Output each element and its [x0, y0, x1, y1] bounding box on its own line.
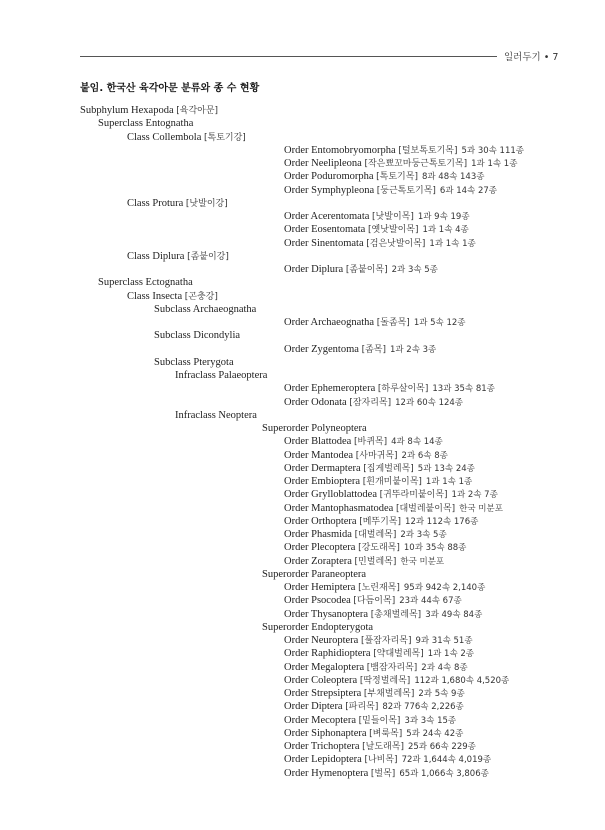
taxon-name: Order Zoraptera [284, 555, 352, 567]
taxon-row [284, 647, 474, 661]
taxon-name: Order Strepsiptera [284, 688, 362, 699]
korean-name: [집게벌레목] [363, 463, 414, 474]
species-count: 2과 4속 8종 [421, 662, 468, 673]
taxon-name: Subclass Archaeognatha [154, 303, 257, 315]
korean-name: [사마귀목] [355, 450, 398, 461]
korean-name: [톡토기목] [376, 172, 418, 183]
korean-name: [톡토기강] [204, 132, 246, 143]
korean-name: [작은뾰꼬마둥근톡토기목] [364, 159, 468, 169]
taxon-row [98, 276, 193, 289]
korean-name: [강도래목] [358, 543, 400, 554]
taxon-name: Order Hemiptera [284, 582, 356, 593]
taxon-row [284, 449, 448, 463]
korean-name: [잠자리목] [349, 397, 392, 408]
taxon-row [284, 674, 509, 688]
taxon-row [127, 131, 246, 145]
taxon-name: Infraclass Neoptera [175, 409, 257, 421]
taxon-row [284, 343, 436, 357]
taxon-name: Superorder Paraneoptera [262, 568, 367, 580]
taxon-row [80, 104, 218, 118]
korean-name: [흰개미붙이목] [362, 477, 422, 487]
korean-name: [둥근톡토기목] [376, 185, 436, 196]
taxon-row [284, 740, 476, 754]
taxon-name: Order Archaeognatha [284, 317, 375, 328]
korean-name: [밑들이목] [358, 715, 401, 726]
taxon-name: Order Dermaptera [284, 462, 361, 474]
taxon-name: Order Ephemeroptera [284, 383, 376, 395]
species-count: 13과 35속 81종 [432, 384, 495, 395]
korean-name: [다듬이목] [353, 596, 396, 607]
taxon-name: Order Hymenoptera [284, 767, 369, 779]
taxon-row [284, 382, 495, 396]
taxon-row [284, 316, 466, 330]
taxon-name: Order Blattodea [284, 436, 352, 448]
taxon-name: Order Siphonaptera [284, 727, 367, 739]
korean-name: [메뚜기목] [359, 516, 402, 527]
taxon-name: Order Acerentomata [284, 211, 370, 222]
species-count: 5과 30속 111종 [461, 145, 524, 156]
taxon-name: Order Diptera [284, 701, 343, 713]
taxon-row [284, 700, 464, 714]
taxon-row [284, 634, 473, 648]
taxon-row [284, 753, 491, 767]
species-count: 1과 5속 12종 [413, 318, 466, 328]
taxon-name: Class Collembola [127, 131, 202, 143]
taxon-name: Order Zygentoma [284, 343, 359, 355]
taxon-row [284, 594, 462, 608]
species-count: 한국 미분포 [459, 503, 503, 514]
taxon-row [284, 396, 463, 410]
species-count: 5과 24속 42종 [406, 728, 464, 739]
taxon-row [284, 515, 478, 529]
taxon-name: Order Symphypleona [284, 184, 375, 196]
species-count: 3과 3속 15종 [404, 715, 457, 726]
korean-name: [검은낫발이목] [366, 238, 426, 249]
species-count: 2과 5속 9종 [418, 689, 465, 699]
taxon-row [262, 621, 373, 634]
taxon-name: Order Mecoptera [284, 714, 357, 726]
korean-name: [귀뚜라미붙이목] [379, 490, 448, 501]
korean-name: [풀잠자리목] [360, 636, 412, 646]
taxon-name: Order Entomobryomorpha [284, 144, 396, 156]
species-count: 1과 1속 1종 [429, 238, 476, 249]
species-count: 5과 13속 24종 [417, 463, 475, 474]
taxon-row [284, 488, 498, 502]
korean-name: [총채벌레목] [370, 609, 422, 620]
korean-name: [대벌레붙이목] [395, 503, 456, 514]
taxon-row [127, 250, 229, 264]
taxon-row [284, 157, 517, 171]
taxon-row [284, 502, 503, 516]
species-count: 2과 6속 8종 [401, 450, 448, 461]
korean-name: [날도래목] [362, 742, 404, 752]
korean-name: [벌목] [370, 768, 396, 779]
korean-name: [좀붙이강] [187, 251, 229, 262]
taxon-row [262, 422, 367, 435]
species-count: 1과 1속 4종 [422, 225, 469, 236]
species-count: 82과 776속 2,226종 [382, 702, 464, 713]
taxon-name: Order Raphidioptera [284, 648, 371, 660]
taxon-name: Class Insecta [127, 290, 183, 302]
korean-name: [육각아문] [176, 106, 219, 116]
korean-name: [바퀴목] [353, 437, 388, 448]
korean-name: [하루살이목] [377, 384, 429, 395]
taxon-row [284, 475, 472, 489]
taxon-name: Superclass Entognatha [98, 118, 194, 130]
taxon-name: Order Neuroptera [284, 635, 359, 646]
taxon-row [284, 727, 463, 741]
taxon-name: Order Odonata [284, 396, 347, 408]
taxon-row [154, 356, 234, 369]
species-count: 112과 1,680속 4,520종 [414, 675, 510, 686]
taxon-row [154, 303, 256, 316]
taxon-row [262, 568, 366, 581]
running-title: 일러두기 • 7 [504, 52, 559, 63]
taxon-row [284, 661, 468, 675]
taxon-name: Order Lepidoptera [284, 754, 362, 766]
taxon-name: Order Trichoptera [284, 741, 360, 752]
taxon-name: Order Orthoptera [284, 515, 357, 527]
species-count: 8과 48속 143종 [421, 172, 485, 183]
species-count: 1과 9속 19종 [417, 212, 470, 222]
species-count: 1과 2속 3종 [389, 344, 437, 355]
taxon-name: Infraclass Palaeoptera [175, 370, 268, 381]
taxon-name: Order Mantodea [284, 449, 354, 461]
species-count: 95과 942속 2,140종 [403, 583, 486, 593]
taxon-row [175, 409, 257, 422]
taxon-name: Order Sinentomata [284, 237, 364, 249]
korean-name: [부채벌레목] [363, 689, 415, 699]
taxon-row [284, 462, 475, 476]
taxon-name: Subclass Pterygota [154, 356, 234, 368]
species-count: 10과 35속 88종 [403, 543, 467, 554]
species-count: 2과 3속 5종 [391, 265, 438, 275]
taxon-name: Subclass Dicondylia [154, 330, 241, 342]
taxon-name: Order Eosentomata [284, 224, 366, 236]
taxon-row [284, 581, 485, 595]
taxon-name: Order Psocodea [284, 595, 351, 607]
taxon-name: Order Neelipleona [284, 158, 362, 169]
korean-name: [좀목] [361, 344, 386, 355]
species-count: 1과 2속 7종 [451, 490, 498, 501]
taxon-name: Superclass Ectognatha [98, 277, 193, 289]
korean-name: [돌좀목] [376, 318, 410, 328]
taxon-row [127, 290, 218, 304]
korean-name: [좀붙이목] [345, 265, 388, 275]
korean-name: [민벌레목] [354, 556, 397, 567]
korean-name: [벼룩목] [369, 728, 403, 739]
taxon-row [98, 117, 193, 130]
taxon-row [284, 210, 470, 224]
taxon-row [284, 541, 466, 555]
taxon-row [284, 223, 469, 237]
taxon-name: Order Mantophasmatodea [284, 502, 394, 514]
taxon-name: Subphylum Hexapoda [80, 105, 174, 116]
taxon-name: Superorder Polyneoptera [262, 423, 367, 434]
species-count: 9과 31속 51종 [415, 636, 473, 646]
species-count: 72과 1,644속 4,019종 [401, 755, 492, 766]
taxon-name: Superorder Endopterygota [262, 621, 374, 633]
species-count: 12과 60속 124종 [395, 397, 464, 408]
korean-name: [약대벌레목] [373, 649, 424, 660]
taxon-row [284, 528, 447, 542]
header-rule [80, 56, 497, 57]
taxon-row [284, 184, 497, 198]
species-count: 4과 8속 14종 [391, 437, 443, 448]
taxon-name: Order Diplura [284, 264, 344, 275]
taxon-row [284, 767, 489, 781]
taxon-row [284, 263, 438, 277]
taxon-name: Order Grylloblattodea [284, 489, 378, 501]
korean-name: [노린재목] [358, 583, 400, 593]
species-count: 1과 1속 1종 [471, 159, 518, 169]
taxon-row [175, 369, 267, 382]
taxon-name: Order Megaloptera [284, 661, 365, 673]
korean-name: [낫발이목] [372, 212, 414, 222]
korean-name: [딱정벌레목] [359, 675, 411, 686]
taxon-name: Order Phasmida [284, 529, 352, 540]
taxon-row [154, 329, 240, 342]
species-count: 65과 1,066속 3,806종 [399, 768, 489, 779]
taxon-row [284, 144, 524, 158]
species-count: 1과 1속 1종 [425, 477, 473, 487]
taxon-name: Order Plecoptera [284, 542, 356, 554]
korean-name: [대벌레목] [354, 530, 397, 540]
korean-name: [파리목] [345, 702, 379, 713]
species-count: 한국 미분포 [400, 556, 445, 567]
taxon-name: Class Diplura [127, 250, 185, 262]
taxon-row [284, 170, 484, 184]
section-title: 붙임. 한국산 육각아문 분류와 종 수 현황 [80, 83, 260, 94]
species-count: 3과 49속 84종 [425, 609, 483, 620]
taxon-row [284, 555, 444, 569]
korean-name: [털보톡토기목] [398, 145, 458, 156]
species-count: 12과 112속 176종 [405, 516, 479, 527]
korean-name: [낫발이강] [185, 198, 228, 209]
species-count: 23과 44속 67종 [399, 596, 462, 607]
taxon-row [284, 435, 443, 449]
taxon-name: Order Thysanoptera [284, 608, 369, 620]
taxon-row [284, 687, 465, 701]
taxon-name: Class Protura [127, 197, 184, 209]
taxon-name: Order Poduromorpha [284, 171, 374, 183]
species-count: 25과 66속 229종 [407, 742, 476, 752]
species-count: 2과 3속 5종 [400, 530, 447, 540]
korean-name: [나비목] [364, 755, 398, 766]
taxon-row [284, 608, 482, 622]
taxon-row [127, 197, 228, 211]
korean-name: [뱀잠자리목] [366, 662, 418, 673]
taxon-name: Order Embioptera [284, 476, 361, 487]
korean-name: [곤충강] [184, 291, 218, 302]
taxon-row [284, 237, 476, 251]
taxon-name: Order Coleoptera [284, 674, 358, 686]
taxon-row [284, 714, 456, 728]
species-count: 6과 14속 27종 [439, 185, 497, 196]
korean-name: [옛낫발이목] [367, 225, 419, 236]
species-count: 1과 1속 2종 [427, 649, 474, 660]
